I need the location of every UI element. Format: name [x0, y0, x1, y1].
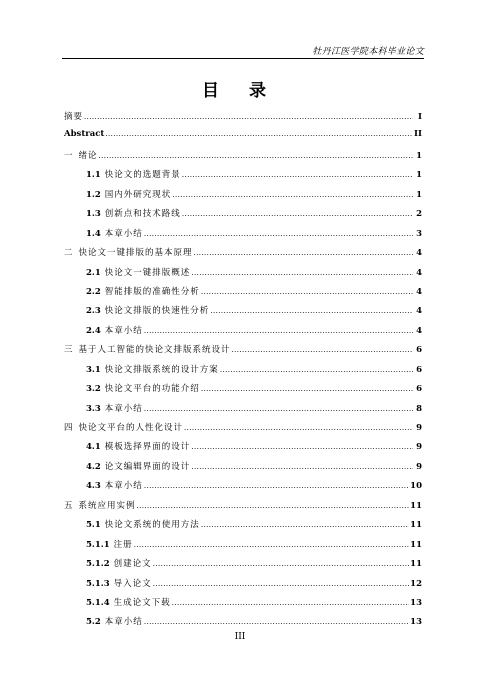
dot-leader — [220, 366, 413, 374]
toc-entry-number: 2.4 — [86, 325, 101, 336]
toc-entry-label: 生成论文下载 — [113, 597, 171, 608]
dot-leader — [191, 463, 413, 471]
toc-entry-number: 二 — [64, 248, 73, 259]
toc-entry[interactable] — [64, 596, 422, 615]
toc-entry-page: 11 — [410, 559, 422, 570]
toc-entry[interactable] — [64, 285, 422, 304]
toc-entry-label: 绪论 — [78, 150, 98, 161]
toc-entry[interactable] — [64, 266, 422, 285]
toc-entry-label: 本章小结 — [104, 325, 143, 336]
toc-entry-label: 模板选择界面的设计 — [104, 442, 191, 453]
toc-entry-label: 导入论文 — [113, 578, 152, 589]
toc-entry-label: 快论文一键排版的基本原理 — [78, 248, 193, 259]
page-number: III — [234, 632, 246, 642]
toc-entry-number: 5.1.2 — [86, 559, 110, 570]
toc-entry-page: 8 — [416, 403, 422, 414]
toc-entry-page: 4 — [416, 306, 422, 317]
dot-leader — [144, 230, 413, 238]
toc-entry-page: 6 — [416, 345, 422, 356]
toc-entry-label: 快论文排版系统的设计方案 — [104, 364, 219, 375]
toc-entry-label: 快论文的选题背景 — [104, 170, 181, 181]
toc-entry[interactable] — [64, 382, 422, 401]
dot-leader — [191, 443, 413, 451]
toc-entry-page: 4 — [416, 267, 422, 278]
toc-entry[interactable] — [64, 129, 422, 148]
toc-entry-page: 9 — [416, 442, 422, 453]
toc-entry-label: 快论文平台的人性化设计 — [78, 423, 184, 433]
dot-leader — [184, 424, 413, 432]
toc-entry-number: 2.2 — [86, 286, 101, 297]
dot-leader — [210, 307, 413, 315]
dot-leader — [172, 191, 413, 199]
toc-entry[interactable] — [64, 188, 422, 207]
toc-entry[interactable] — [64, 343, 422, 362]
toc-entry-page: 13 — [410, 617, 422, 628]
toc-entry-label: 本章小结 — [104, 481, 143, 492]
toc-entry-number: 3.1 — [86, 364, 101, 375]
toc-entry-number: 5.2 — [86, 617, 101, 628]
toc-entry[interactable] — [64, 479, 422, 498]
toc-entry-number: 2.1 — [86, 267, 101, 278]
toc-entry[interactable] — [64, 246, 422, 265]
dot-leader — [144, 482, 409, 490]
toc-entry-label: 创新点和技术路线 — [104, 209, 181, 220]
toc-entry-page: I — [418, 112, 422, 122]
toc-entry-label: 快论文平台的功能介绍 — [104, 384, 200, 395]
toc-entry[interactable] — [64, 518, 422, 537]
toc-entry[interactable] — [64, 363, 422, 382]
toc-entry[interactable] — [64, 207, 422, 226]
page-title: 目 录 — [202, 81, 278, 101]
toc-entry-page: 12 — [410, 578, 422, 589]
toc-entry-page: 11 — [410, 539, 422, 550]
toc-entry[interactable] — [64, 460, 422, 479]
toc-entry-number: 1.4 — [86, 228, 101, 239]
toc-entry-page: 11 — [410, 520, 422, 531]
toc-entry[interactable] — [64, 304, 422, 323]
toc-entry-number: 四 — [64, 423, 73, 433]
toc-entry-number: 4.2 — [86, 461, 101, 472]
toc-entry-label: 本章小结 — [104, 403, 143, 414]
toc-entry-number: 5.1.4 — [86, 597, 110, 608]
toc-entry-number: 3.2 — [86, 384, 101, 395]
toc-entry-number: 1.3 — [86, 209, 101, 220]
header-rule — [62, 58, 424, 59]
toc-entry-number: 5.1 — [86, 520, 101, 531]
toc-entry-page: 4 — [416, 286, 422, 297]
toc-entry-number: 1.2 — [86, 189, 101, 200]
toc-entry-number: 5.1.3 — [86, 578, 110, 589]
toc-entry-number: 一 — [64, 150, 73, 161]
toc-entry[interactable] — [64, 440, 422, 459]
dot-leader — [194, 249, 413, 257]
dot-leader — [201, 385, 413, 393]
toc-entry-label: 国内外研究现状 — [104, 189, 172, 200]
toc-entry-label: Abstract — [64, 129, 105, 140]
toc-entry[interactable] — [64, 499, 422, 518]
toc-entry-number: 5.1.1 — [86, 539, 110, 550]
toc-entry-number: 1.1 — [86, 170, 101, 181]
toc-entry-page: 4 — [416, 325, 422, 336]
toc-entry-page: 1 — [416, 150, 422, 161]
dot-leader — [105, 130, 413, 138]
toc-entry-label: 创建论文 — [113, 559, 152, 570]
toc-entry-label: 摘要 — [64, 112, 84, 122]
toc-entry-page: 1 — [416, 189, 422, 200]
dot-leader — [153, 560, 409, 568]
toc-entry-page: II — [414, 129, 422, 140]
toc-entry-label: 快论文一键排版概述 — [104, 267, 191, 278]
toc-entry[interactable] — [64, 227, 422, 246]
dot-leader — [84, 113, 413, 121]
toc-entry-page: 11 — [410, 500, 422, 511]
toc-entry-label: 智能排版的准确性分析 — [104, 286, 200, 297]
toc-entry-page: 10 — [410, 481, 422, 492]
dot-leader — [137, 502, 410, 510]
toc-entry-number: 3.3 — [86, 403, 101, 414]
dot-leader — [144, 405, 413, 413]
toc-entry-number: 三 — [64, 345, 73, 356]
toc-entry-page: 4 — [416, 248, 422, 259]
toc-entry-page: 3 — [416, 228, 422, 239]
dot-leader — [144, 327, 413, 335]
toc-entry[interactable] — [64, 557, 422, 576]
toc-entry[interactable] — [64, 421, 422, 440]
toc-entry-number: 4.3 — [86, 481, 101, 492]
toc-entry[interactable] — [64, 110, 422, 129]
dot-leader — [232, 346, 413, 354]
toc-entry-page: 6 — [416, 384, 422, 395]
toc-entry-label: 快论文排版的快速性分析 — [104, 306, 210, 317]
toc-entry-label: 论文编辑界面的设计 — [104, 461, 191, 472]
toc-entry-page: 1 — [416, 170, 422, 181]
toc-entry[interactable] — [64, 577, 422, 596]
toc-entry-label: 注册 — [113, 539, 133, 550]
dot-leader — [153, 580, 409, 588]
toc-entry[interactable] — [64, 538, 422, 557]
toc-entry-label: 基于人工智能的快论文排版系统设计 — [78, 345, 231, 356]
toc-entry-page: 13 — [410, 597, 422, 608]
toc-entry[interactable] — [64, 402, 422, 421]
toc-entry-page: 6 — [416, 364, 422, 375]
running-header: 牡丹江医学院本科毕业论文 — [312, 47, 424, 57]
dot-leader — [201, 288, 413, 296]
toc-entry-number: 4.1 — [86, 442, 101, 453]
toc-entry-number: 2.3 — [86, 306, 101, 317]
toc-entry-label: 系统应用实例 — [78, 500, 136, 511]
dot-leader — [99, 152, 413, 160]
toc-entry[interactable] — [64, 168, 422, 187]
toc-entry-label: 本章小结 — [104, 228, 143, 239]
dot-leader — [172, 599, 409, 607]
toc-entry-number: 五 — [64, 500, 73, 511]
dot-leader — [201, 521, 409, 529]
dot-leader — [144, 618, 409, 626]
toc-entry-page: 2 — [416, 209, 422, 220]
table-of-contents — [64, 110, 422, 635]
toc-entry-page: 9 — [416, 423, 422, 433]
dot-leader — [182, 210, 413, 218]
toc-entry-label: 本章小结 — [104, 617, 143, 628]
dot-leader — [191, 269, 413, 277]
dot-leader — [182, 171, 413, 179]
toc-entry[interactable] — [64, 324, 422, 343]
toc-entry-label: 快论文系统的使用方法 — [104, 520, 200, 531]
toc-entry-page: 9 — [416, 461, 422, 472]
toc-entry[interactable] — [64, 149, 422, 168]
dot-leader — [134, 541, 409, 549]
